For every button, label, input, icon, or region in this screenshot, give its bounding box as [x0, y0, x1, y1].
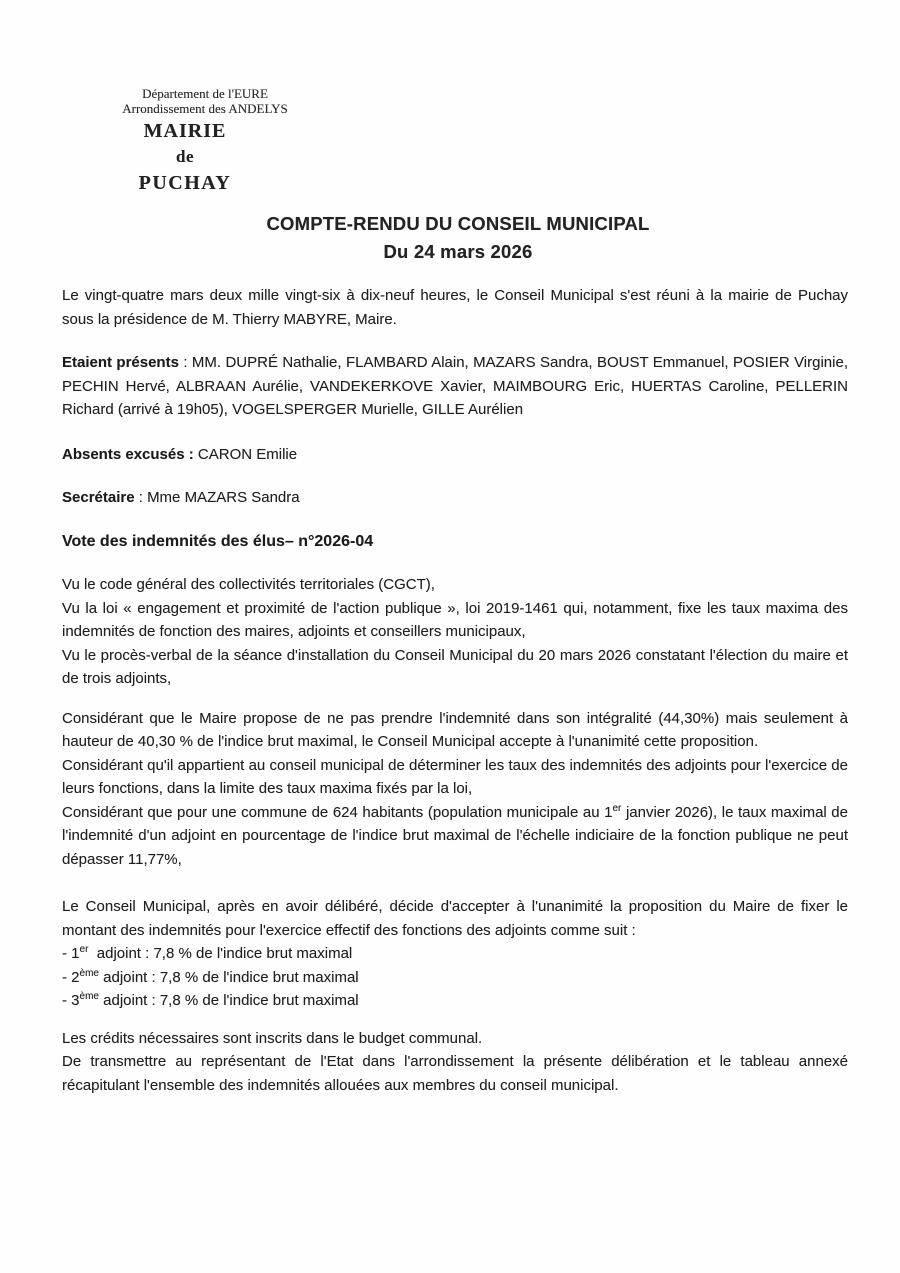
- considerant-conseil-paragraph: Considérant qu'il appartient au conseil municipal de déterminer les taux des indemnités des adjoints pour l'exercice de leurs fonctions, dans la limite des taux maxima fixés par la loi,: [62, 756, 853, 797]
- absents-paragraph: Absents excusés : CARON Emilie: [62, 445, 298, 463]
- letterhead-de: de: [176, 147, 194, 166]
- attendees-paragraph: Etaient présents : MM. DUPRÉ Nathalie, FLAMBARD Alain, MAZARS Sandra, BOUST Emmanuel, POSIER Virginie, PECHIN Hervé, ALBRAAN Aurélie, VANDEKERKOVE Xavier, MAIMBOURG Eric, HUERTAS Caroline, PELLERIN Richard (arrivé à 19h05), VOGELSPERGER Murielle, GILLE Aurélien: [62, 354, 853, 418]
- opening-paragraph: Le vingt-quatre mars deux mille vingt-six à dix-neuf heures, le Conseil Municipal s'est réuni à la mairie de Puchay sous la présidence de M. Thierry MABYRE, Maire.: [62, 287, 853, 328]
- letterhead-arrondissement: Arrondissement des ANDELYS: [122, 101, 288, 116]
- letterhead-puchay: PUCHAY: [138, 172, 232, 194]
- decision-paragraph: Le Conseil Municipal, après en avoir délibéré, décide d'accepter à l'unanimité la proposition du Maire de fixer le montant des indemnités pour l'exercice effectif des fonctions des adjoints comme suit :: [62, 898, 853, 939]
- document-title: [0, 210, 900, 266]
- vu-cgct-paragraph: Vu le code général des collectivités territoriales (CGCT),: [62, 576, 435, 593]
- letterhead-mairie: MAIRIE: [143, 120, 227, 142]
- letterhead: [92, 86, 318, 116]
- secretary-paragraph: Secrétaire : Mme MAZARS Sandra: [62, 489, 300, 506]
- adjoint-1-item: - 1er adjoint : 7,8 % de l'indice brut maximal: [62, 944, 353, 962]
- deliberation-heading: Vote des indemnités des élus– n°2026-04: [62, 532, 374, 550]
- transmission-paragraph: De transmettre au représentant de l'Etat dans l'arrondissement la présente délibération et le tableau annexé récapitulant l'ensemble des indemnités allouées aux membres du conseil municipal.: [62, 1053, 853, 1094]
- adjoint-3-item: - 3ème adjoint : 7,8 % de l'indice brut maximal: [62, 991, 359, 1009]
- credits-paragraph: Les crédits nécessaires sont inscrits dans le budget communal.: [62, 1029, 483, 1047]
- document-body: [62, 284, 853, 1097]
- adjoint-2-item: - 2ème adjoint : 7,8 % de l'indice brut maximal: [62, 967, 359, 986]
- considerant-commune-paragraph: Considérant que pour une commune de 624 habitants (population municipale au 1er janvier 2026), le taux maximal de l'indemnité d'un adjoint en pourcentage de l'indice brut maximal de l'échelle indiciaire de la fonction publique ne peut dépasser 11,77%,: [62, 802, 853, 868]
- title-line-2: Du 24 mars 2026: [383, 241, 533, 262]
- title-line-1: COMPTE-RENDU DU CONSEIL MUNICIPAL: [266, 213, 650, 234]
- considerant-maire-paragraph: Considérant que le Maire propose de ne pas prendre l'indemnité dans son intégralité (44,30%) mais seulement à hauteur de 40,30 % de l'indice brut maximal, le Conseil Municipal accepte à l'unanimité cette proposition.: [62, 709, 853, 750]
- vu-pv-paragraph: Vu le procès-verbal de la séance d'installation du Conseil Municipal du 20 mars 2026 constatant l'élection du maire et de trois adjoints,: [62, 646, 853, 687]
- letterhead-organization: [85, 118, 285, 196]
- letterhead-department: Département de l'EURE: [142, 86, 268, 101]
- vu-loi-paragraph: Vu la loi « engagement et proximité de l'action publique », loi 2019-1461 qui, notamment, fixe les taux maxima des indemnités de fonction des maires, adjoints et conseillers municipaux,: [62, 599, 853, 640]
